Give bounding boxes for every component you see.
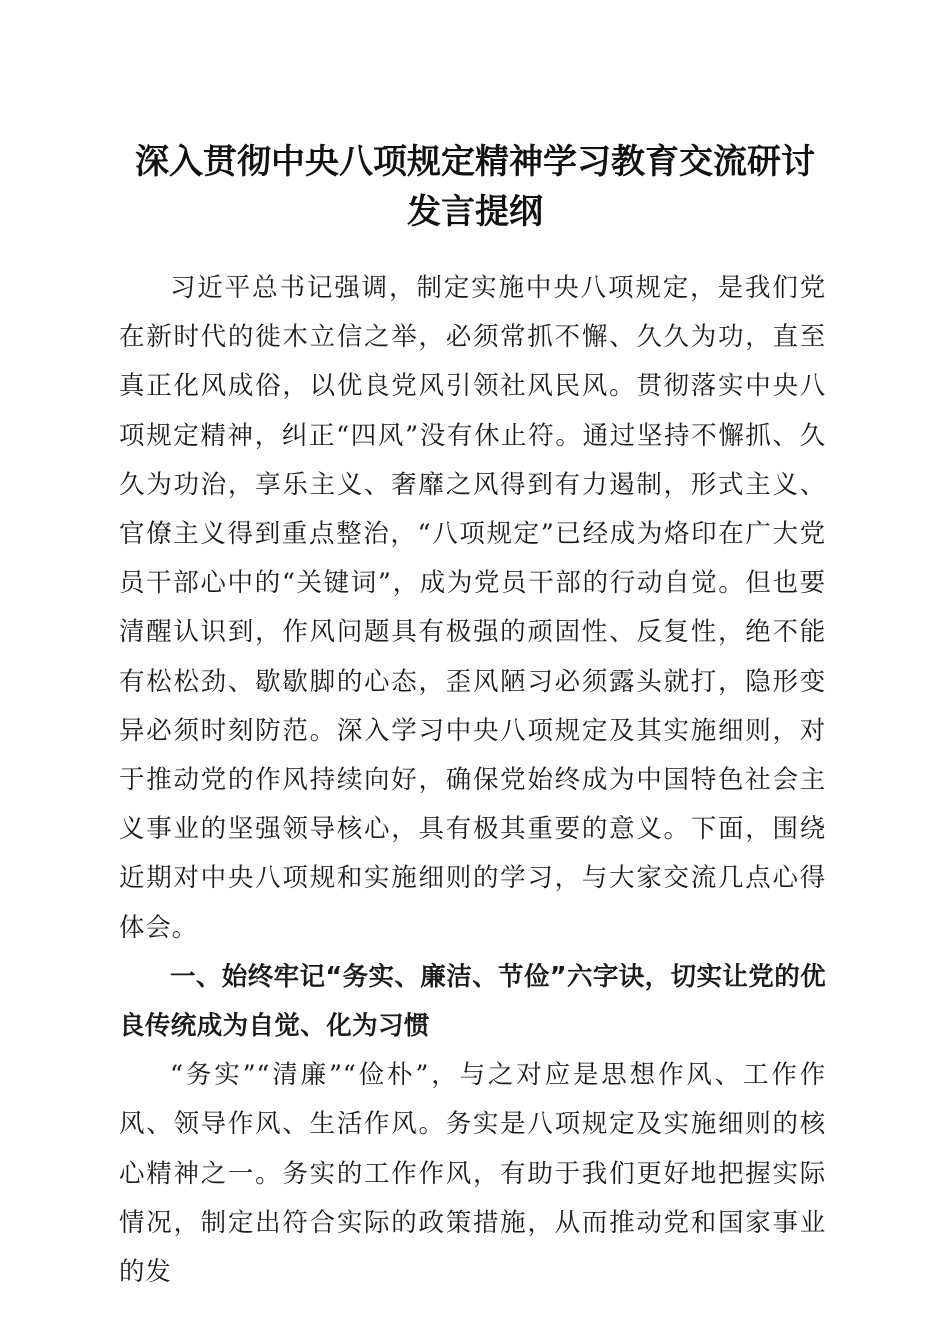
intro-paragraph: 习近平总书记强调，制定实施中央八项规定，是我们党在新时代的徙木立信之举，必须常抓不懈、久久为功，直至真正化风成俗，以优良党风引领社风民风。贯彻落实中央八项规定精神，纠正“四风”没有休止符。通过坚持不懈抓、久久为功治，享乐主义、奢靡之风得到有力遏制，形式主义、官僚主义得到重点整治，“八项规定”已经成为烙印在广大党员干部心中的“关键词”，成为党员干部的行动自觉。但也要清醒认识到，作风问题具有极强的顽固性、反复性，绝不能有松松劲、歇歇脚的心态，歪风陋习必须露头就打，隐形变异必须时刻防范。深入学习中央八项规定及其实施细则，对于推动党的作风持续向好，确保党始终成为中国特色社会主义事业的坚强领导核心，具有极其重要的意义。下面，围绕近期对中央八项规和实施细则的学习，与大家交流几点心得体会。 [119,273,826,943]
document-body [119,264,826,1297]
document-title-line-2: 发言提纲 [407,192,543,232]
section-1-heading: 一、始终牢记“务实、廉洁、节俭”六字诀，切实让党的优良传统成为自觉、化为习惯 [119,961,826,1042]
document-title-line-1: 深入贯彻中央八项规定精神学习教育交流研讨 [135,142,815,182]
section-1-paragraph: “务实”“清廉”“俭朴”，与之对应是思想作风、工作作风、领导作风、生活作风。务实是八项规定及实施细则的核心精神之一。务实的工作作风，有助于我们更好地把握实际情况，制定出符合实际的政策措施，从而推动党和国家事业的发 [119,1060,826,1288]
